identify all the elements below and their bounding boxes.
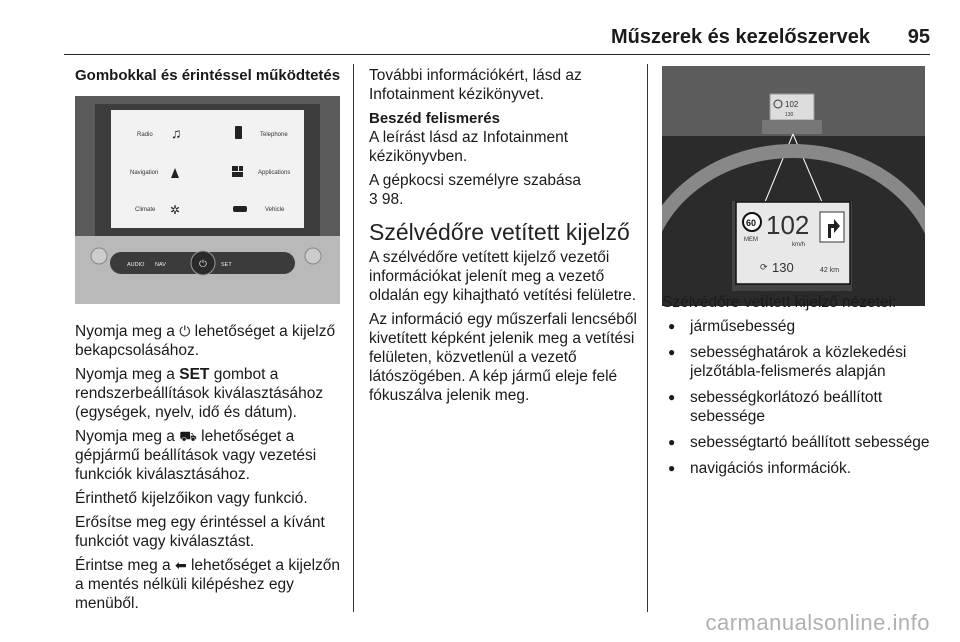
left-column: [75, 66, 345, 85]
apps-icon: [232, 166, 238, 171]
power-icon: ⏻: [179, 323, 191, 339]
list-item: ● sebességhatárok a közlekedési jelzőtábla-felismerés alapján: [662, 343, 932, 381]
hazard-button[interactable]: [91, 248, 107, 264]
hud-speed-unit: km/h: [792, 242, 806, 248]
paragraph-hud-views: Szélvédőre vetített kijelző nézetei:: [662, 294, 897, 311]
nav-button[interactable]: NAV: [155, 262, 166, 268]
hud-distance: 42 km: [820, 267, 840, 274]
hud-small-limit: 130: [785, 112, 794, 118]
screen-item-navigation[interactable]: Navigation: [130, 170, 159, 176]
list-item: ● sebességtartó beállított sebessége: [662, 433, 932, 452]
paragraph-voice: A leírást lásd az Infotainment kézikönyvben.: [369, 129, 569, 165]
paragraph-more-info: További információkért, lásd az Infotainment kézikönyvet.: [369, 67, 582, 103]
lock-button[interactable]: [305, 248, 321, 264]
right-column-text: [662, 293, 932, 485]
music-icon: ♫: [171, 125, 182, 141]
column-divider-1: [353, 64, 354, 612]
paragraph-hud-intro: A szélvédőre vetített kijelző vezetői információkat jelenít meg a vezető oldalán egy kihajtható vetítési felületre.: [369, 249, 637, 304]
hud-speed: 102: [766, 210, 810, 240]
footer-watermark: carmanualsonline.info: [705, 610, 930, 635]
screen-item-telephone[interactable]: Telephone: [260, 132, 288, 138]
column-divider-2: [647, 64, 648, 612]
section-heading: Gombokkal és érintéssel működtetés: [75, 67, 341, 84]
vehicle-icon: [233, 206, 247, 212]
hud-image: [662, 66, 925, 306]
left-column-text: [75, 322, 350, 618]
paragraph-personalize: A gépkocsi személyre szabása: [369, 172, 581, 189]
set-button[interactable]: SET: [221, 262, 232, 268]
page-number: 95: [907, 26, 930, 48]
header-rule: [64, 54, 930, 55]
paragraph-hud-detail: Az információ egy műszerfali lencséből kivetített képként jelenik meg a vetítési felületen, közvetlenül a vezető látószögében. A kép jármű eleje felé fókuszálva jelenik meg.: [369, 311, 637, 404]
page-reference: 3 98.: [369, 191, 404, 208]
screen-item-vehicle[interactable]: Vehicle: [265, 207, 285, 213]
paragraph-touch: Érinthető kijelzőikon vagy funkció.: [75, 490, 308, 507]
paragraph-vehicle: Nyomja meg a ⛟ lehetőséget a gépjármű beállítások vagy vezetési funkciók kiválasztásához.: [75, 428, 317, 483]
phone-icon: [235, 126, 242, 139]
paragraph-power: Nyomja meg a ⏻ lehetőséget a kijelző bekapcsolásához.: [75, 323, 336, 359]
vehicle-icon: ⛟: [179, 428, 197, 444]
list-item: ● sebességkorlátozó beállított sebessége: [662, 388, 932, 426]
svg-text:60: 60: [746, 218, 757, 228]
hud-mem-label: MEM: [744, 237, 758, 243]
list-item: ● járműsebesség: [662, 317, 932, 336]
screen-item-radio[interactable]: Radio: [137, 132, 153, 138]
infotainment-illustration: [75, 96, 340, 304]
subheading-voice: Beszéd felismerés: [369, 110, 500, 127]
hud-set-speed: 130: [772, 260, 794, 275]
paragraph-confirm: Erősítse meg egy érintéssel a kívánt funkciót vagy kiválasztást.: [75, 514, 325, 550]
infotainment-image: [75, 96, 340, 304]
audio-button[interactable]: AUDIO: [127, 262, 145, 268]
cruise-control-icon: ⟳: [760, 262, 768, 272]
page-header: [64, 0, 930, 52]
paragraph-back: Érintse meg a ⬅ lehetőséget a kijelzőn a mentés nélküli kilépéshez egy menüből.: [75, 557, 341, 612]
paragraph-set: Nyomja meg a SET gombot a rendszerbeállítások kiválasztásához (egységek, nyelv, idő és dátum).: [75, 366, 324, 421]
middle-column: [369, 66, 639, 410]
screen-item-climate[interactable]: Climate: [135, 207, 156, 213]
screen-item-applications[interactable]: Applications: [258, 170, 291, 176]
back-arrow-icon: ⬅: [174, 557, 187, 573]
hud-illustration: [662, 66, 925, 306]
climate-icon: ✲: [170, 203, 181, 217]
hud-views-list: [662, 317, 932, 478]
page-title: Műszerek és kezelőszervek: [610, 26, 870, 48]
power-icon: ⏻: [199, 259, 207, 270]
hud-small-speed: 102: [785, 100, 799, 109]
section-heading-hud: Szélvédőre vetített kijelző: [369, 219, 630, 245]
list-item: ● navigációs információk.: [662, 459, 932, 478]
